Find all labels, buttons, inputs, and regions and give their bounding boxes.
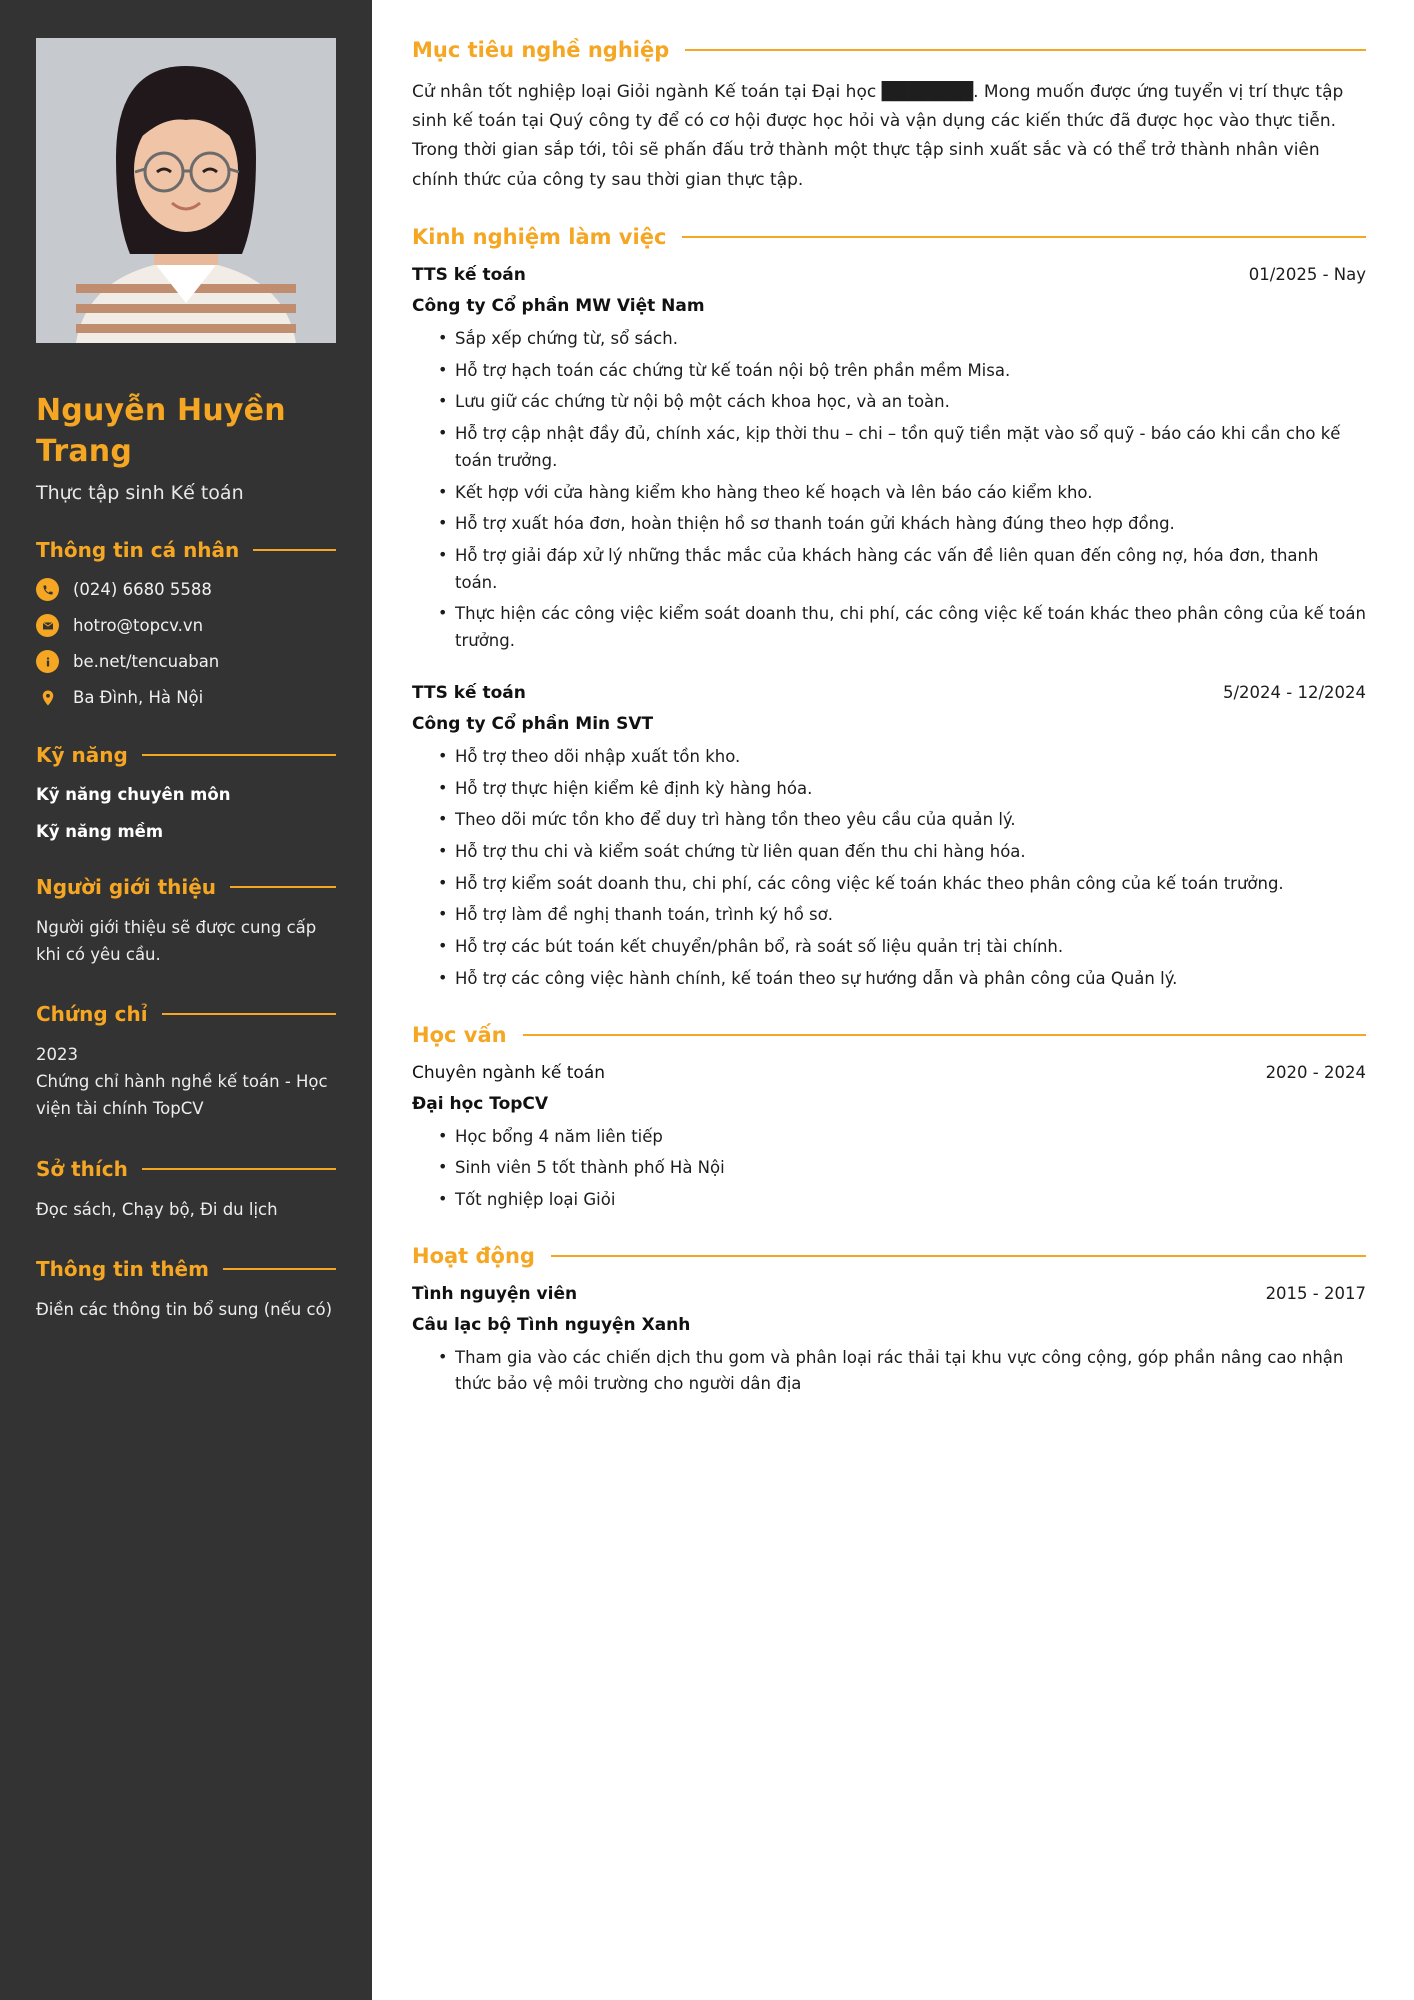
section-title-certificates: Chứng chỉ: [36, 1002, 148, 1027]
section-header: [412, 1023, 1366, 1047]
section-header: [36, 1257, 336, 1281]
references-text: Người giới thiệu sẽ được cung cấp khi có yêu cầu.: [36, 918, 317, 964]
person-job-title: Thực tập sinh Kế toán: [36, 482, 244, 504]
contact-address: [36, 686, 336, 709]
activity-entry: [412, 1284, 1366, 1398]
section-references: [36, 875, 336, 968]
section-hobbies: [36, 1157, 336, 1224]
section-header: [412, 38, 1366, 62]
entry-bullet-list: [438, 1124, 1366, 1214]
list-item: • Sắp xếp chứng từ, sổ sách.: [438, 326, 1366, 353]
section-title-experience: Kinh nghiệm làm việc: [412, 224, 667, 249]
list-item: • Hỗ trợ theo dõi nhập xuất tồn kho.: [438, 744, 1366, 771]
divider-line: [162, 1013, 336, 1015]
contact-phone-value: (024) 6680 5588: [73, 580, 212, 599]
experience-entry: [412, 265, 1366, 655]
section-header: [36, 875, 336, 899]
entry-header: [412, 265, 1366, 285]
contact-website-value: be.net/tencuaban: [73, 652, 220, 671]
section-skills: [36, 743, 336, 841]
entry-organization: Công ty Cổ phần MW Việt Nam: [412, 295, 705, 316]
divider-line: [523, 1034, 1366, 1036]
list-item: • Hỗ trợ làm đề nghị thanh toán, trình ký hồ sơ.: [438, 902, 1366, 929]
contact-phone: [36, 578, 336, 601]
entry-header: [412, 683, 1366, 703]
person-name: Nguyễn Huyền Trang: [36, 393, 286, 469]
hobbies-text: Đọc sách, Chạy bộ, Đi du lịch: [36, 1199, 278, 1219]
list-item: • Hỗ trợ thu chi và kiểm soát chứng từ liên quan đến thu chi hàng hóa.: [438, 839, 1366, 866]
entry-role: TTS kế toán: [412, 682, 526, 703]
section-title-education: Học vấn: [412, 1022, 507, 1047]
entry-date: 01/2025 - Nay: [1248, 264, 1366, 284]
section-title-skills: Kỹ năng: [36, 743, 128, 767]
section-title-hobbies: Sở thích: [36, 1156, 128, 1181]
list-item: • Hỗ trợ giải đáp xử lý những thắc mắc của khách hàng các vấn đề liên quan đến công nợ, hóa đơn, thanh toán.: [438, 543, 1366, 596]
skill-item-soft: Kỹ năng mềm: [36, 822, 164, 841]
info-icon: [36, 650, 59, 673]
certificate-text: Chứng chỉ hành nghề kế toán - Học viện tài chính TopCV: [36, 1072, 328, 1118]
contact-list: [36, 578, 336, 709]
list-item: • Lưu giữ các chứng từ nội bộ một cách khoa học, và an toàn.: [438, 389, 1366, 416]
section-objective: [412, 38, 1366, 195]
list-item: • Học bổng 4 năm liên tiếp: [438, 1124, 1366, 1151]
list-item: • Tốt nghiệp loại Giỏi: [438, 1187, 1366, 1214]
list-item: • Theo dõi mức tồn kho để duy trì hàng tồn theo yêu cầu của quản lý.: [438, 807, 1366, 834]
education-entry: [412, 1063, 1366, 1214]
section-more-info: [36, 1257, 336, 1324]
entry-organization: Đại học TopCV: [412, 1093, 549, 1114]
entry-header: [412, 1284, 1366, 1304]
entry-date: 2020 - 2024: [1265, 1062, 1366, 1082]
main-content: [372, 0, 1414, 2000]
entry-bullet-list: [438, 1345, 1366, 1398]
section-header: [36, 1157, 336, 1181]
section-activities: [412, 1244, 1366, 1398]
list-item: • Hỗ trợ hạch toán các chứng từ kế toán nội bộ trên phần mềm Misa.: [438, 358, 1366, 385]
contact-email: [36, 614, 336, 637]
divider-line: [682, 236, 1366, 238]
section-certificates: [36, 1002, 336, 1122]
entry-header: [412, 1063, 1366, 1083]
divider-line: [551, 1255, 1366, 1257]
list-item: • Tham gia vào các chiến dịch thu gom và phân loại rác thải tại khu vực công cộng, góp phần nâng cao nhận thức bảo vệ môi trường cho người dân địa: [438, 1345, 1366, 1398]
section-header: [36, 1002, 336, 1026]
entry-date: 2015 - 2017: [1265, 1283, 1366, 1303]
contact-email-value: hotro@topcv.vn: [73, 616, 204, 635]
list-item: • Hỗ trợ kiểm soát doanh thu, chi phí, các công việc kế toán khác theo phân công của kế toán trưởng.: [438, 871, 1366, 898]
section-title-references: Người giới thiệu: [36, 875, 217, 899]
divider-line: [223, 1268, 336, 1270]
list-item: • Hỗ trợ các bút toán kết chuyển/phân bổ, rà soát số liệu quản trị tài chính.: [438, 934, 1366, 961]
divider-line: [685, 49, 1366, 51]
list-item: • Kết hợp với cửa hàng kiểm kho hàng theo kế hoạch và lên báo cáo kiểm kho.: [438, 480, 1366, 507]
divider-line: [142, 754, 336, 756]
experience-entry: [412, 683, 1366, 993]
entry-major: Chuyên ngành kế toán: [412, 1062, 606, 1083]
section-personal-info: [36, 538, 336, 709]
section-header: [412, 225, 1366, 249]
certificate-year: 2023: [36, 1045, 78, 1065]
list-item: • Sinh viên 5 tốt thành phố Hà Nội: [438, 1155, 1366, 1182]
entry-bullet-list: [438, 326, 1366, 655]
section-title-activities: Hoạt động: [412, 1243, 535, 1268]
list-item: • Hỗ trợ các công việc hành chính, kế toán theo sự hướng dẫn và phân công của Quản lý.: [438, 966, 1366, 993]
list-item: • Thực hiện các công việc kiểm soát doanh thu, chi phí, các công việc kế toán khác theo phân công của kế toán trưởng.: [438, 601, 1366, 654]
list-item: • Hỗ trợ thực hiện kiểm kê định kỳ hàng hóa.: [438, 776, 1366, 803]
section-title-personal-info: Thông tin cá nhân: [36, 538, 240, 562]
entry-role: TTS kế toán: [412, 264, 526, 285]
entry-organization: Công ty Cổ phần Min SVT: [412, 713, 654, 734]
divider-line: [230, 886, 336, 888]
entry-organization: Câu lạc bộ Tình nguyện Xanh: [412, 1314, 691, 1335]
phone-icon: [36, 578, 59, 601]
location-pin-icon: [36, 686, 59, 709]
section-header: [36, 743, 336, 767]
section-header: [36, 538, 336, 562]
avatar: [36, 38, 336, 343]
section-education: [412, 1023, 1366, 1214]
mail-icon: [36, 614, 59, 637]
section-title-objective: Mục tiêu nghề nghiệp: [412, 38, 670, 62]
divider-line: [142, 1168, 336, 1170]
spacer: [412, 673, 1366, 683]
skill-item-hard: Kỹ năng chuyên môn: [36, 785, 231, 804]
contact-website: [36, 650, 336, 673]
list-item: • Hỗ trợ xuất hóa đơn, hoàn thiện hồ sơ thanh toán gửi khách hàng đúng theo hợp đồng.: [438, 511, 1366, 538]
entry-role: Tình nguyện viên: [412, 1283, 578, 1304]
section-experience: [412, 225, 1366, 993]
objective-text: Cử nhân tốt nghiệp loại Giỏi ngành Kế toán tại Đại học ███████. Mong muốn được ứng tuyển vị trí thực tập sinh kế toán tại Quý công ty để có cơ hội được học hỏi và vận dụng các kiến thức đã được học vào thực tiễn. Trong thời gian sắp tới, tôi sẽ phấn đấu trở thành một thực tập sinh xuất sắc và có thể trở thành nhân viên chính thức của công ty sau thời gian thực tập.: [412, 82, 1344, 190]
entry-bullet-list: [438, 744, 1366, 993]
portrait-photo: [36, 38, 336, 343]
divider-line: [253, 549, 336, 551]
more-info-text: Điền các thông tin bổ sung (nếu có): [36, 1300, 333, 1320]
sidebar: [0, 0, 372, 2000]
contact-address-value: Ba Đình, Hà Nội: [73, 688, 204, 707]
list-item: • Hỗ trợ cập nhật đầy đủ, chính xác, kịp thời thu – chi – tồn quỹ tiền mặt vào sổ quỹ - báo cáo khi cần cho kế toán trưởng.: [438, 421, 1366, 474]
section-header: [412, 1244, 1366, 1268]
entry-date: 5/2024 - 12/2024: [1222, 682, 1366, 702]
section-title-more-info: Thông tin thêm: [36, 1257, 209, 1282]
